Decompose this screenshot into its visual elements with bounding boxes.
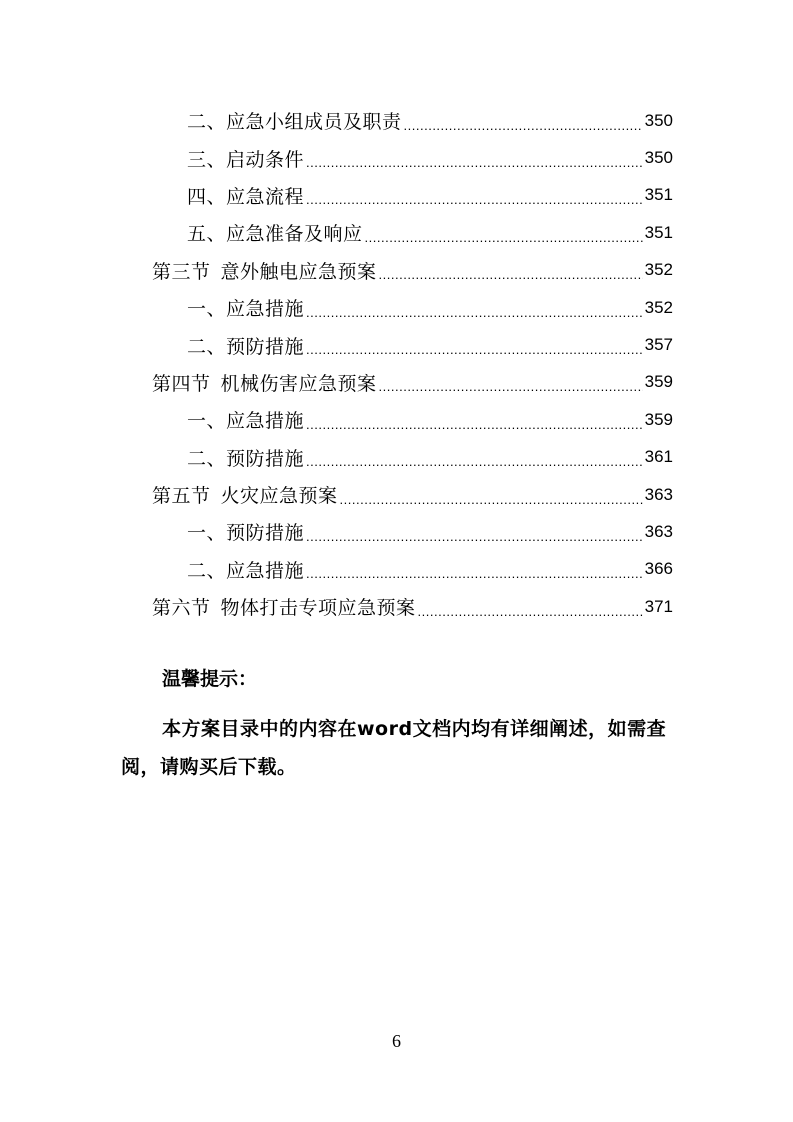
toc-section-entry[interactable] — [0, 476, 793, 513]
toc-entry-title — [187, 444, 304, 471]
toc-dot-leader — [404, 113, 643, 135]
toc-page-number: 351 — [644, 222, 673, 242]
page-number: 6 — [392, 1031, 401, 1051]
toc-entry-title — [187, 294, 304, 321]
toc-page-number: 350 — [644, 110, 673, 130]
toc-page-number: 363 — [644, 484, 673, 504]
toc-page-number: 357 — [644, 335, 673, 355]
toc-entry-title — [152, 481, 338, 508]
toc-dot-leader — [306, 449, 643, 471]
toc-entry-title — [187, 518, 304, 545]
toc-subsection-entry[interactable] — [0, 177, 793, 214]
toc-dot-leader — [379, 374, 643, 396]
toc-entry-text: 机械伤害应急预案 — [220, 372, 377, 395]
toc-dot-leader — [306, 524, 643, 546]
toc-page-number: 352 — [644, 260, 673, 280]
toc-entry-number: 一、 — [187, 522, 227, 545]
toc-entry-text: 预防措施 — [226, 335, 305, 358]
toc-subsection-entry[interactable] — [0, 439, 793, 476]
toc-entry-number: 二、 — [187, 447, 227, 470]
toc-entry-title — [152, 257, 377, 284]
toc-entry-number: 三、 — [187, 148, 227, 171]
toc-section-entry[interactable] — [0, 252, 793, 289]
notice-body: 本方案目录中的内容在word文档内均有详细阐述，如需查阅，请购买后下载。 — [121, 718, 667, 778]
toc-subsection-entry[interactable] — [0, 139, 793, 176]
toc-entry-title — [187, 107, 402, 134]
toc-dot-leader — [306, 300, 643, 322]
toc-entry-text: 意外触电应急预案 — [220, 260, 377, 283]
toc-page-number: 350 — [644, 148, 673, 168]
toc-page-number: 361 — [644, 447, 673, 467]
toc-page-number: 351 — [644, 185, 673, 205]
toc-entry-number: 二、 — [187, 111, 227, 134]
toc-entry-number: 一、 — [187, 410, 227, 433]
toc-entry-title — [187, 219, 363, 246]
toc-section-entry[interactable] — [0, 588, 793, 625]
toc-dot-leader — [306, 187, 643, 209]
toc-entry-text: 物体打击专项应急预案 — [220, 597, 416, 620]
toc-subsection-entry[interactable] — [0, 551, 793, 588]
toc-subsection-entry[interactable] — [0, 401, 793, 438]
toc-page-number: 359 — [644, 409, 673, 429]
toc-entry-number: 第六节 — [152, 597, 211, 620]
toc-entry-number: 一、 — [187, 298, 227, 321]
toc-entry-number: 第四节 — [152, 372, 211, 395]
toc-entry-title — [152, 593, 416, 620]
toc-page-number: 363 — [644, 521, 673, 541]
toc-page-number: 352 — [644, 297, 673, 317]
toc-entry-title — [187, 182, 304, 209]
toc-entry-title — [152, 369, 377, 396]
toc-entry-number: 五、 — [187, 223, 227, 246]
toc-section-entry[interactable] — [0, 364, 793, 401]
toc-entry-text: 应急小组成员及职责 — [226, 111, 402, 134]
toc-dot-leader — [306, 337, 643, 359]
toc-dot-leader — [379, 262, 643, 284]
toc-entry-text: 应急准备及响应 — [226, 223, 363, 246]
toc-entry-number: 第五节 — [152, 485, 211, 508]
toc-entry-title — [187, 145, 304, 172]
toc-entry-text: 预防措施 — [226, 522, 305, 545]
toc-entry-title — [187, 556, 304, 583]
notice-heading: 温馨提示： — [162, 668, 258, 690]
toc-entry-text: 应急流程 — [226, 185, 305, 208]
toc-page-number: 366 — [644, 559, 673, 579]
toc-entry-number: 二、 — [187, 335, 227, 358]
toc-entry-text: 启动条件 — [226, 148, 305, 171]
toc-subsection-entry[interactable] — [0, 513, 793, 550]
toc-entry-number: 四、 — [187, 185, 227, 208]
toc-subsection-entry[interactable] — [0, 102, 793, 139]
toc-entry-text: 应急措施 — [226, 559, 305, 582]
toc-entry-number: 二、 — [187, 559, 227, 582]
toc-dot-leader — [418, 599, 643, 621]
toc-dot-leader — [365, 225, 643, 247]
toc-entry-number: 第三节 — [152, 260, 211, 283]
toc-page-number: 371 — [644, 596, 673, 616]
toc-subsection-entry[interactable] — [0, 214, 793, 251]
toc-page-number: 359 — [644, 372, 673, 392]
toc-dot-leader — [306, 150, 643, 172]
toc-entry-title — [187, 406, 304, 433]
toc-entry-text: 火灾应急预案 — [220, 485, 338, 508]
toc-subsection-entry[interactable] — [0, 289, 793, 326]
toc-dot-leader — [306, 561, 643, 583]
toc-entry-text: 应急措施 — [226, 298, 305, 321]
toc-subsection-entry[interactable] — [0, 326, 793, 363]
toc-entry-title — [187, 332, 304, 359]
toc-entry-text: 应急措施 — [226, 410, 305, 433]
toc-entry-text: 预防措施 — [226, 447, 305, 470]
table-of-contents — [0, 102, 793, 625]
toc-dot-leader — [340, 487, 643, 509]
toc-dot-leader — [306, 412, 643, 434]
